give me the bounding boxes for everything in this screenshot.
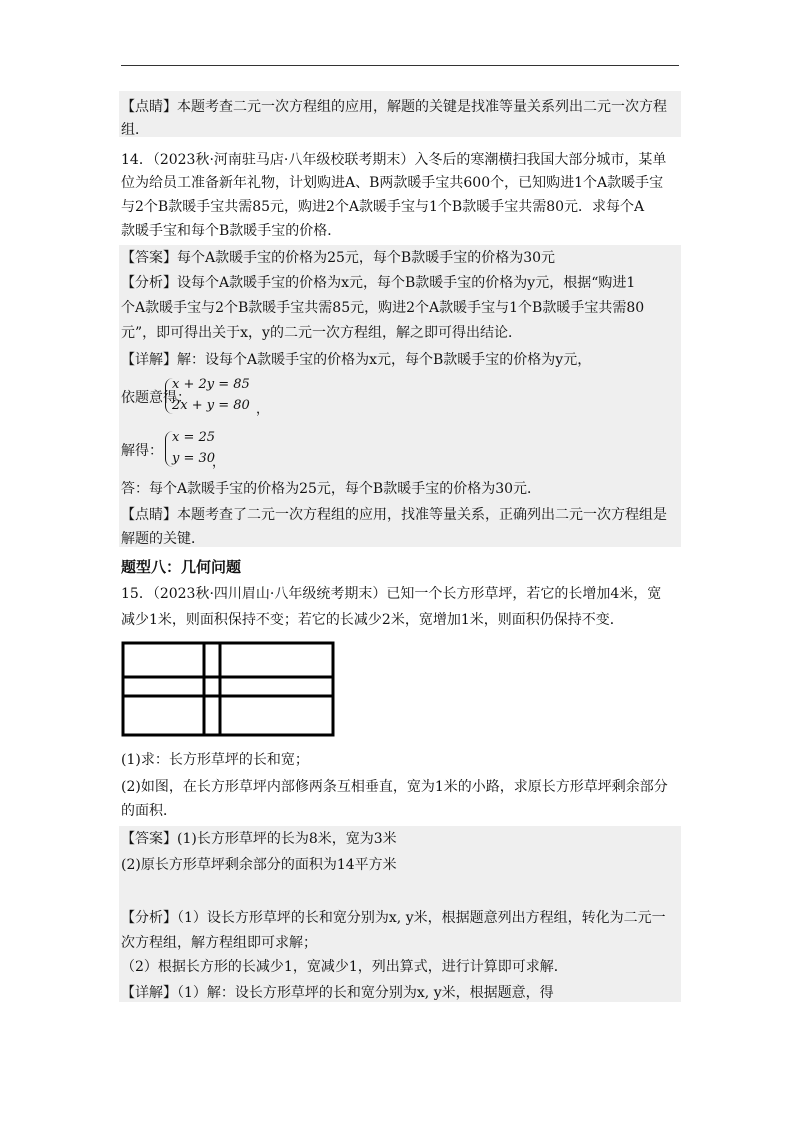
q14-answer: 【答案】每个A款暖手宝的价格为25元，每个B款暖手宝的价格为30元 [121,250,556,266]
system2-eq1: x = 25 [172,430,216,445]
q14-line4: 款暖手宝和每个B款暖手宝的价格． [121,223,342,239]
system1-label: 依题意得： [121,390,191,406]
section-heading: 题型八：几何问题 [121,558,242,576]
q15-detail-line1: 【详解】（1）解：设长方形草坪的长和宽分别为x, y米，根据题意，得 [121,985,554,1001]
q15-sub2-line2: 的面积． [121,803,177,819]
system1-tail: ， [256,402,270,417]
q14-analysis-line3: 元”，即可得出关于x，y的二元一次方程组，解之即可得出结论． [121,325,522,341]
top-note-line1: 【点睛】本题考查二元一次方程组的应用，解题的关键是找准等量关系列出二元一次方程 [121,99,667,115]
q14-analysis-line2: 个A款暖手宝与2个B款暖手宝共需85元，购进2个A款暖手宝与1个B款暖手宝共需80 [121,300,645,316]
q14-detail-line1: 【详解】解：设每个A款暖手宝的价格为x元，每个B款暖手宝的价格为y元， [121,352,592,368]
q15-analysis-line1: 【分析】（1）设长方形草坪的长和宽分别为x, y米，根据题意列出方程组，转化为二元一 [121,910,666,926]
top-note-line2: 组． [121,122,149,138]
q14-note-line2: 解题的关键． [121,531,205,547]
lawn-outline [123,643,333,735]
system2-eq2: y = 30 [172,451,216,466]
q15-sub1: (1)求：长方形草坪的长和宽； [121,752,309,768]
header-rule [121,65,679,66]
q15-line2: 减少1米，则面积保持不变；若它的长减少2米，宽增加1米，则面积仍保持不变． [121,612,624,628]
q14-line2: 位为给员工准备新年礼物，计划购进A、B两款暖手宝共600个，已知购进1个A款暖手宝 [121,175,664,191]
q14-note-line1: 【点睛】本题考查了二元一次方程组的应用，找准等量关系，正确列出二元一次方程组是 [121,507,667,523]
system2-label: 解得： [121,443,163,459]
q15-analysis-line2: 次方程组，解方程组即可求解； [121,935,317,951]
q15-answer-line1: 【答案】(1)长方形草坪的长为8米，宽为3米 [121,831,397,847]
system1-eq1: x + 2y = 85 [172,377,250,392]
q14-line1: 14．（2023秋·河南驻马店·八年级校联考期末）入冬后的寒潮横扫我国大部分城市，某单 [121,152,667,168]
lawn-figure [121,641,335,737]
q14-analysis-line1: 【分析】设每个A款暖手宝的价格为x元，每个B款暖手宝的价格为y元，根据“购进1 [121,275,636,291]
q15-line1: 15．（2023秋·四川眉山·八年级统考期末）已知一个长方形草坪，若它的长增加4米，宽 [121,586,662,602]
q14-conclusion: 答：每个A款暖手宝的价格为25元，每个B款暖手宝的价格为30元． [121,481,542,497]
q14-line3: 与2个B款暖手宝共需85元，购进2个A款暖手宝与1个B款暖手宝共需80元．求每个A [121,199,645,215]
system1-eq2: 2x + y = 80 [172,398,250,413]
q15-analysis-line3: （2）根据长方形的长减少1，宽减少1，列出算式，进行计算即可求解． [121,959,568,975]
system2-tail: ， [212,455,226,470]
q15-answer-line2: (2)原长方形草坪剩余部分的面积为14平方米 [121,857,397,873]
q15-sub2-line1: (2)如图，在长方形草坪内部修两条互相垂直，宽为1米的小路，求原长方形草坪剩余部分 [121,779,668,795]
